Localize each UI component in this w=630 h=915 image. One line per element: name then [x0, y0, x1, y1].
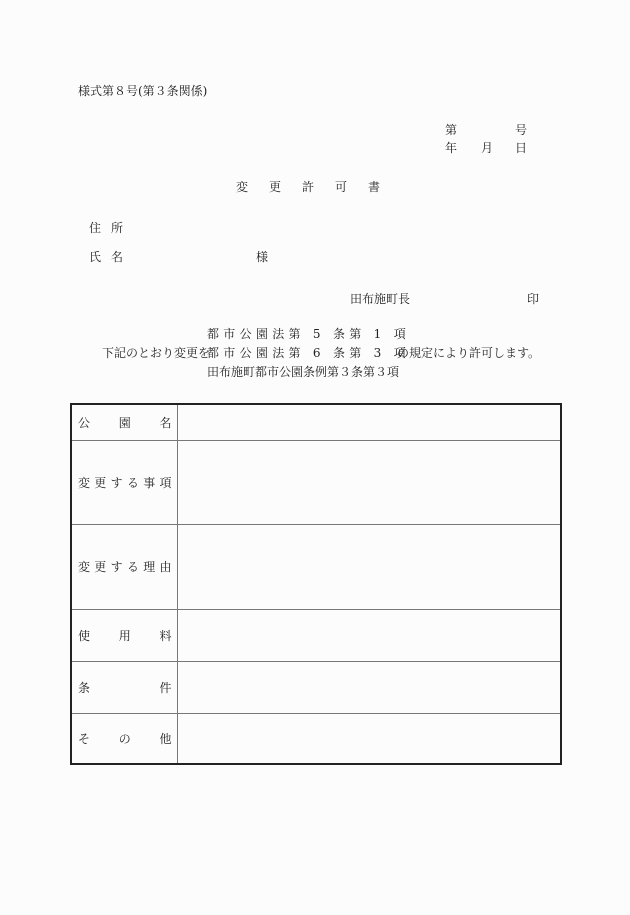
label-char: 件	[159, 680, 172, 695]
legal-basis-line2: 都市公園法第 6 条第 3 項	[207, 346, 411, 360]
label-char: 用	[118, 628, 131, 643]
date-day-label: 日	[515, 141, 528, 155]
conditions-label-text	[78, 679, 172, 696]
conditions-label	[71, 661, 177, 713]
document-title: 変更許可書	[236, 180, 402, 194]
label-char: 更	[94, 475, 107, 490]
park-name-value-field[interactable]	[177, 404, 561, 440]
label-char: の	[118, 731, 131, 746]
change-reason-label-text	[78, 558, 172, 575]
legal-basis-prefix: 下記のとおり変更を	[102, 346, 211, 360]
legal-basis-line1: 都市公園法第 5 条第 1 項	[207, 327, 411, 341]
date-month-label: 月	[481, 141, 494, 155]
label-char: 園	[118, 415, 131, 430]
table-row-park-name	[71, 404, 561, 440]
other-label	[71, 713, 177, 764]
label-char: す	[110, 560, 123, 574]
label-char: 名	[159, 415, 172, 430]
form-number: 様式第８号(第３条関係)	[78, 84, 208, 98]
label-char: 料	[159, 628, 172, 643]
change-items-value-field[interactable]	[177, 440, 561, 524]
label-char: 更	[94, 560, 107, 574]
label-char: 使	[78, 628, 91, 643]
usage-fee-value-field[interactable]	[177, 609, 561, 661]
legal-basis-line3: 田布施町都市公園条例第３条第３項	[207, 365, 400, 379]
conditions-value-field[interactable]	[177, 661, 561, 713]
table-row-conditions	[71, 661, 561, 713]
table-row-change-reason	[71, 524, 561, 609]
legal-basis-suffix: の規定により許可します。	[397, 346, 541, 360]
address-label: 住所	[89, 221, 134, 235]
honorific: 様	[256, 250, 269, 264]
other-value-field[interactable]	[177, 713, 561, 764]
change-items-label-text	[78, 474, 172, 491]
label-char: 由	[159, 560, 172, 574]
label-char: 事	[143, 475, 156, 490]
label-char: 公	[78, 415, 91, 430]
document-number-prefix: 第	[445, 123, 458, 137]
change-items-label	[71, 440, 177, 524]
label-char: 項	[159, 475, 172, 490]
label-char: 理	[143, 560, 156, 574]
label-char: 変	[78, 560, 91, 574]
park-name-label-text	[78, 414, 172, 431]
change-reason-label	[71, 524, 177, 609]
label-char: る	[126, 475, 139, 490]
table-row-usage-fee	[71, 609, 561, 661]
table-row-other	[71, 713, 561, 764]
label-char: る	[126, 560, 139, 574]
issuer-title: 田布施町長	[350, 292, 411, 306]
seal-mark: 印	[527, 292, 540, 306]
label-char: そ	[78, 731, 91, 746]
other-label-text	[78, 730, 172, 747]
label-char: 変	[78, 475, 91, 490]
document-number-suffix: 号	[515, 123, 528, 137]
table-row-change-items	[71, 440, 561, 524]
label-char: す	[110, 475, 123, 490]
usage-fee-label	[71, 609, 177, 661]
label-char: 条	[78, 680, 91, 695]
change-reason-value-field[interactable]	[177, 524, 561, 609]
permit-details-table	[70, 403, 562, 765]
date-year-label: 年	[445, 141, 458, 155]
park-name-label	[71, 404, 177, 440]
usage-fee-label-text	[78, 627, 172, 644]
name-label: 氏名	[89, 250, 134, 264]
label-char: 他	[159, 731, 172, 746]
